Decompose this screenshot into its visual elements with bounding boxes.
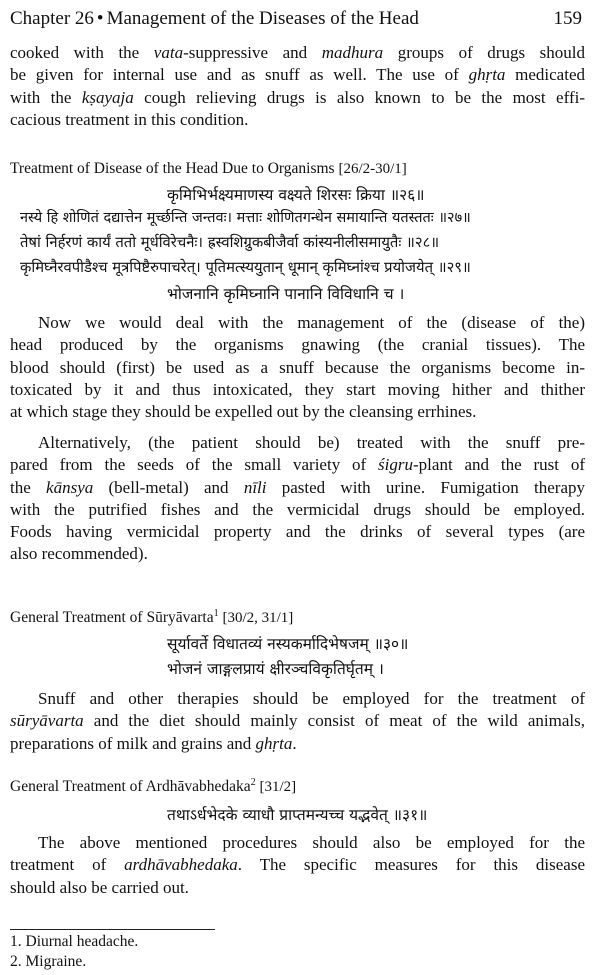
text-line: sūryāvarta and the diet should mainly consist of meat of the wild animals,: [10, 711, 585, 731]
footnote-divider: [10, 929, 215, 930]
sanskrit-verse: कृमिघ्नैरवपीडैश्च मूत्रपिष्टैरुपाचरेत्। पूतिमत्स्ययुतान् धूमान् कृमिघ्नांश्च प्रयोजयेत् ॥२९॥: [20, 259, 471, 276]
text-line: head produced by the organisms gnawing (the cranial tissues). The: [10, 335, 585, 355]
chapter-label: Chapter 26: [10, 8, 94, 29]
verse-reference: [30/2, 31/1]: [222, 610, 294, 627]
sanskrit-verse: भोजनानि कृमिघ्नानि पानानि विविधानि च ।: [167, 285, 405, 303]
footnote-marker: 1: [213, 608, 219, 619]
text-line: at which stage they should be expelled out by the cleansing errhines.: [10, 402, 477, 422]
text-line: Foods having vermicidal property and the drinks of several types (are: [10, 522, 585, 542]
footnote-marker: 2: [250, 777, 256, 788]
text-line: treatment of ardhāvabhedaka. The specific measures for this disease: [10, 855, 585, 875]
text-line: should also be carried out.: [10, 877, 189, 897]
text-line: also recommended).: [10, 544, 148, 564]
verse-reference: [31/2]: [259, 779, 297, 796]
text-line: the kānsya (bell-metal) and nīli pasted with urine. Fumigation therapy: [10, 477, 585, 497]
text-line: cacious treatment in this condition.: [10, 109, 249, 129]
text-line: Now we would deal with the management of the (disease of the): [38, 313, 585, 332]
text-line: The above mentioned procedures should also be employed for the: [38, 833, 585, 852]
text-line: toxicated by it and thus intoxicated, they start moving hither and thither: [10, 379, 585, 399]
page-number: 159: [553, 8, 582, 29]
paragraph-suryavarta: [10, 688, 585, 755]
paragraph-ardhavabhedaka: [10, 832, 585, 899]
text-line: cooked with the vata-suppressive and madhura groups of drugs should: [10, 43, 585, 62]
section-heading-ardhavabhedaka: General Treatment of Ardhāvabhedaka$^2$ [31/2]: [10, 777, 297, 796]
sanskrit-verse: तेषां निर्हरणं कार्यं ततो मूर्धविरेचनैः। ह्रस्वशिग्रुकबीजैर्वा कांस्यनीलीसमायुतैः ॥२८॥: [20, 234, 440, 251]
text-line: Snuff and other therapies should be employed for the treatment of: [38, 689, 585, 708]
footnote: 1. Diurnal headache.: [10, 933, 139, 950]
chapter-title: Management of the Diseases of the Head: [106, 8, 419, 29]
section-heading-organisms: Treatment of Disease of the Head Due to Organisms [26/2-30/1]: [10, 160, 407, 177]
text-line: with the putrified fishes and the vermicidal drugs should be employed.: [10, 499, 585, 519]
footnote: 2. Migraine.: [10, 953, 87, 970]
text-line: Alternatively, (the patient should be) treated with the snuff pre-: [38, 433, 585, 452]
paragraph-organisms-1: [10, 312, 585, 423]
header-title: [10, 8, 419, 30]
running-header: [10, 8, 582, 38]
text-line: with the kṣayaja cough relieving drugs is also known to be the most effi-: [10, 87, 585, 107]
text-line: preparations of milk and grains and ghṛta.: [10, 733, 297, 753]
text-line: pared from the seeds of the small variety of śigru-plant and the rust of: [10, 455, 585, 475]
intro-paragraph: [10, 42, 585, 131]
verse-reference: [26/2-30/1]: [338, 161, 407, 177]
section-heading-suryavarta: General Treatment of Sūryāvarta$^1$ [30/2, 31/1]: [10, 608, 294, 627]
paragraph-organisms-2: [10, 432, 585, 566]
sanskrit-verse: कृमिभिर्भक्ष्यमाणस्य वक्ष्यते शिरसः क्रिया ॥२६॥: [167, 186, 425, 204]
sanskrit-verse: नस्ये हि शोणितं दद्यात्तेन मूर्च्छन्ति जन्तवः। मत्ताः शोणितगन्धेन समायान्ति यतस्ततः ॥२७॥: [20, 210, 471, 226]
sanskrit-verse: सूर्यावर्ते विधातव्यं नस्यकर्मादिभेषजम् ॥३०॥: [167, 635, 409, 653]
sanskrit-verse: भोजनं जाङ्गलप्रायं क्षीरञ्चविकृतिर्घृतम् ।: [167, 660, 384, 678]
text-line: blood should (first) be used as a snuff because the organisms become in-: [10, 357, 585, 377]
sanskrit-verse: तथाऽर्धभेदके व्याधौ प्राप्तमन्यच्च यद्भवेत् ॥३१॥: [167, 806, 428, 824]
bullet-icon: •: [96, 8, 104, 29]
text-line: be given for internal use and as snuff as well. The use of ghṛta medicated: [10, 65, 585, 85]
